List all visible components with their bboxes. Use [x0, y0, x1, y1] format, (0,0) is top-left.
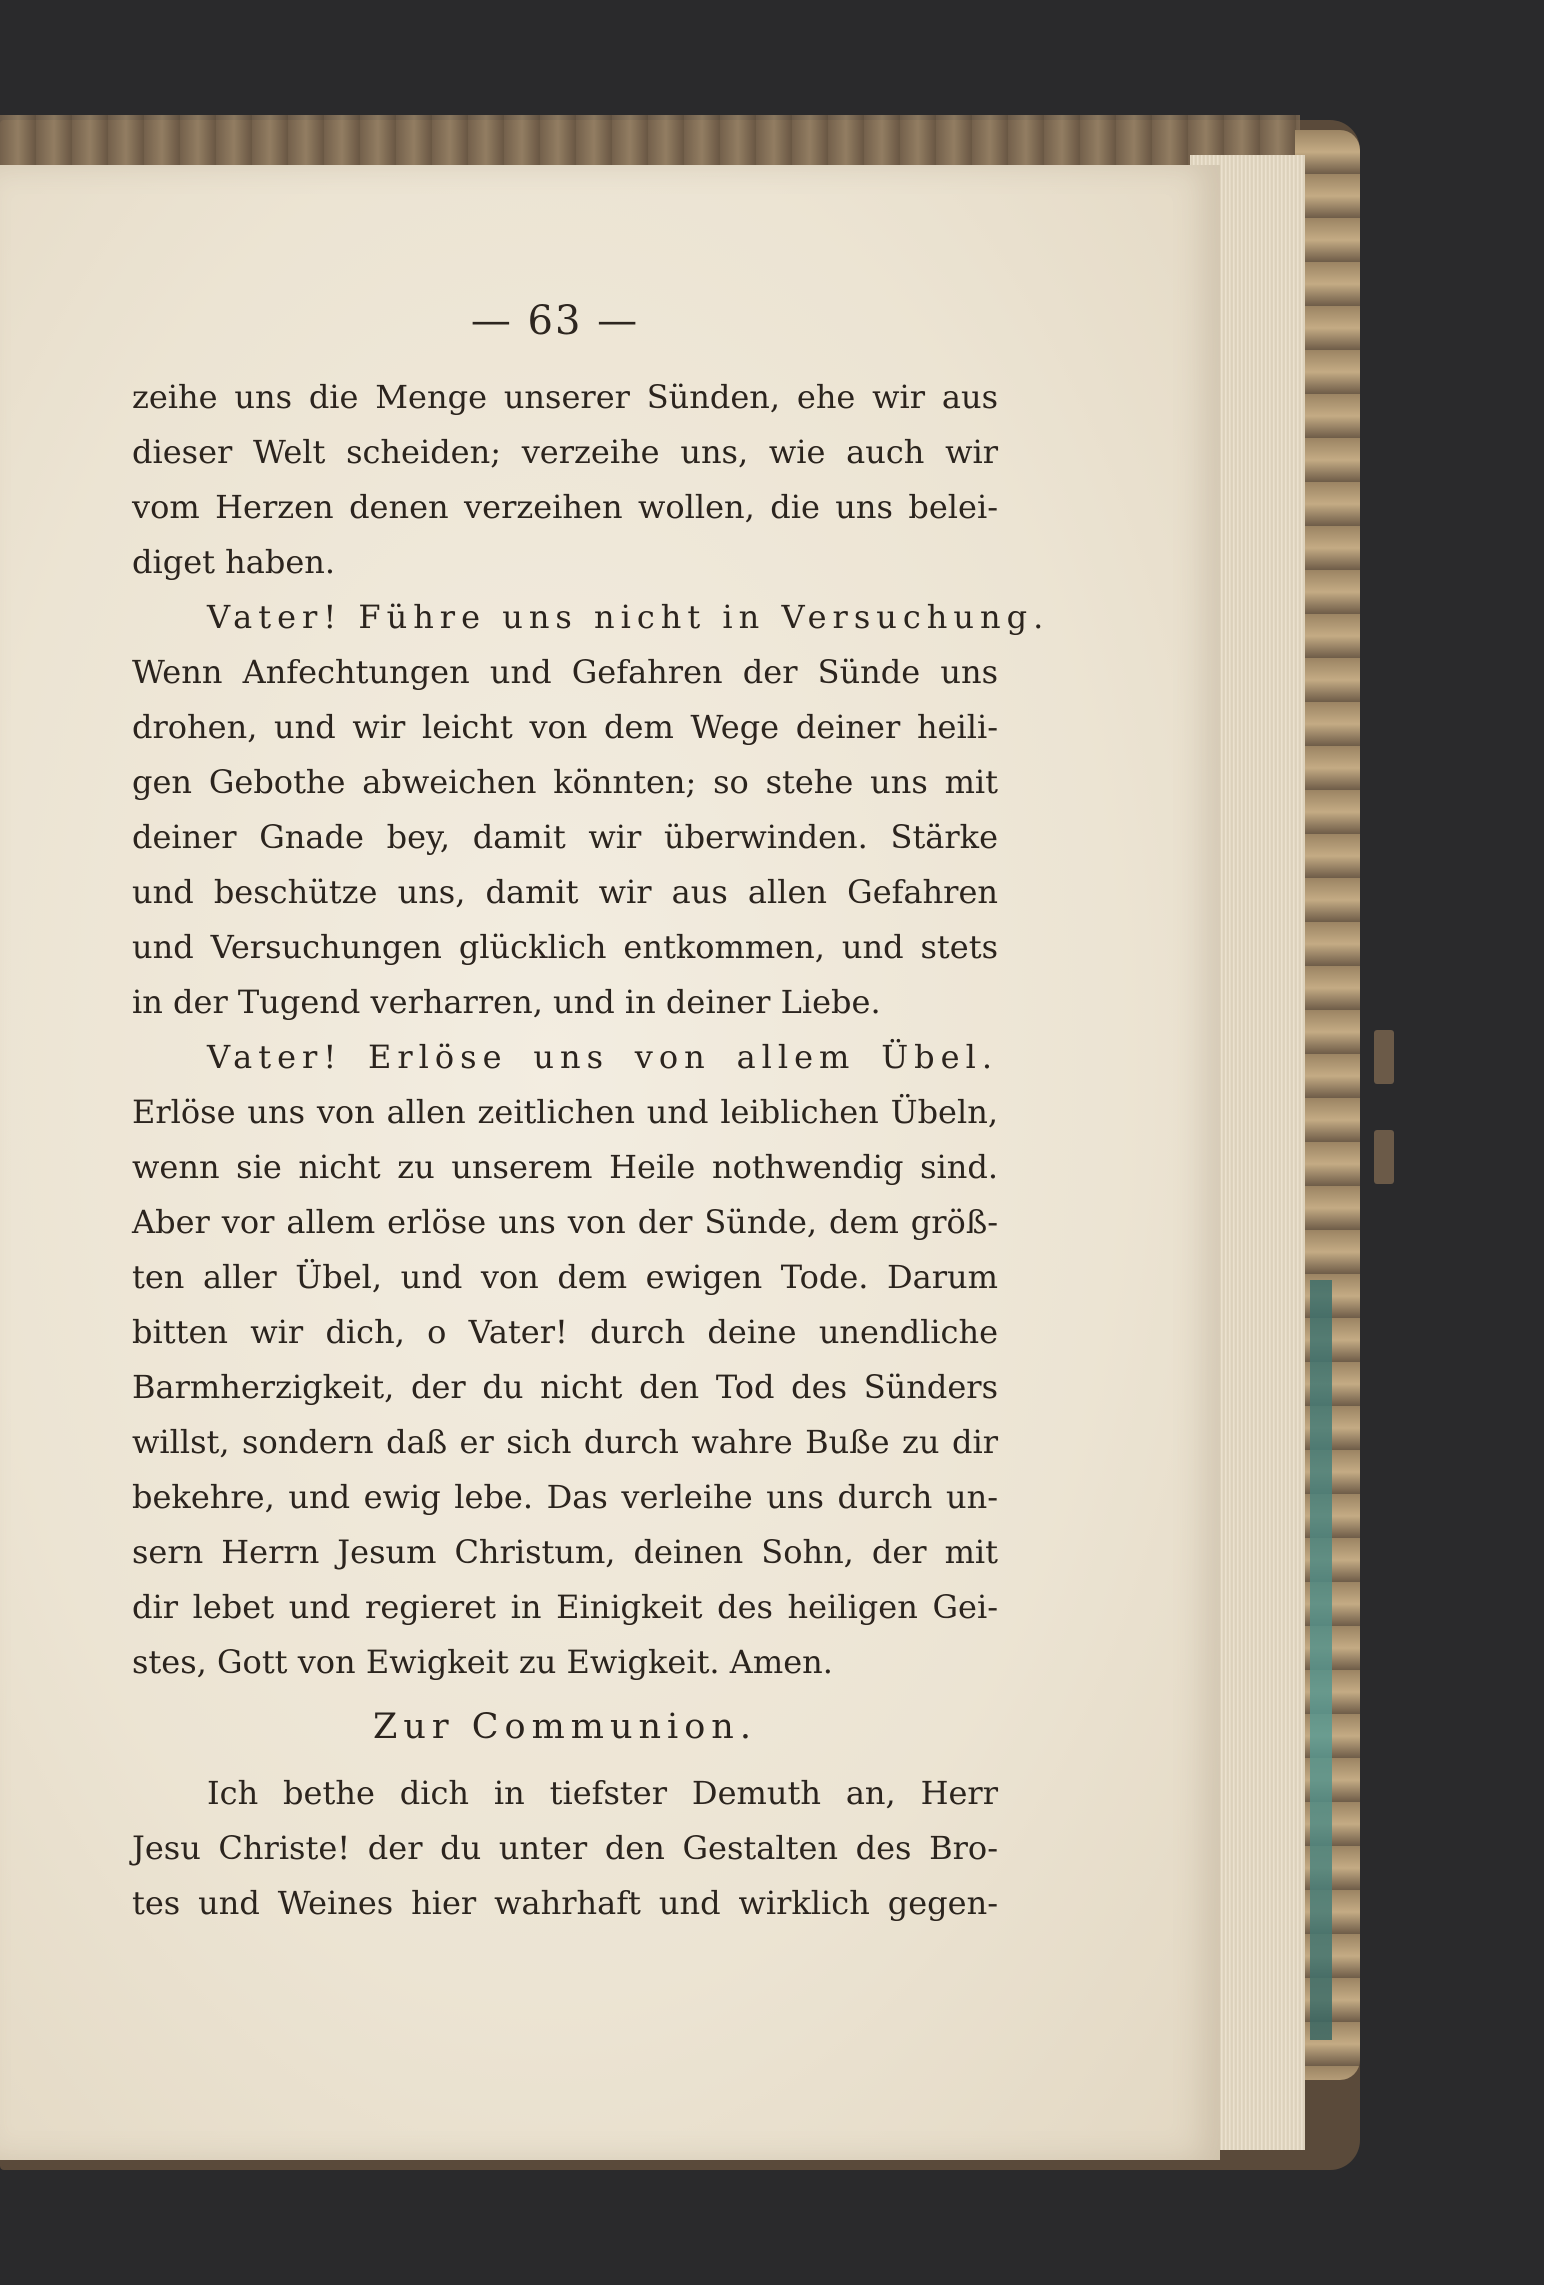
text-line: ten aller Übel, und von dem ewigen Tode. Darum [132, 1258, 998, 1296]
text-line: diget haben. [132, 543, 336, 581]
text-line: willst, sondern daß er sich durch wahre Buße zu dir [132, 1423, 998, 1461]
body-text [132, 370, 1050, 1931]
text-line: sern Herrn Jesum Christum, deinen Sohn, der mit [132, 1533, 998, 1571]
text-line: bitten wir dich, o Vater! durch deine unendliche [132, 1313, 998, 1351]
text-line: Vater! Führe uns nicht in Versuchung. [207, 598, 1050, 636]
text-line: Wenn Anfechtungen und Gefahren der Sünde uns [132, 653, 998, 691]
page-number: — 63 — [470, 298, 640, 344]
text-line: deiner Gnade bey, damit wir überwinden. Stärke [132, 818, 998, 856]
text-line: drohen, und wir leicht von dem Wege deiner heili- [132, 708, 998, 746]
clasp-upper [1374, 1030, 1394, 1084]
text-line: Vater! Erlöse uns von allem Übel. [207, 1038, 998, 1076]
text-line: und Versuchungen glücklich entkommen, und stets [132, 928, 998, 966]
clasp-lower [1374, 1130, 1394, 1184]
text-line: und beschütze uns, damit wir aus allen Gefahren [132, 873, 998, 911]
text-line: dir lebet und regieret in Einigkeit des heiligen Gei- [132, 1588, 998, 1626]
text-line: in der Tugend verharren, und in deiner Liebe. [132, 983, 881, 1021]
text-line: wenn sie nicht zu unserem Heile nothwendig sind. [132, 1148, 998, 1186]
text-line: Erlöse uns von allen zeitlichen und leiblichen Übeln, [132, 1093, 998, 1131]
text-line: Ich bethe dich in tiefster Demuth an, Herr [207, 1774, 998, 1812]
text-line: stes, Gott von Ewigkeit zu Ewigkeit. Amen. [132, 1643, 833, 1681]
text-line: vom Herzen denen verzeihen wollen, die uns belei- [132, 488, 998, 526]
text-line: Aber vor allem erlöse uns von der Sünde, dem größ- [132, 1203, 998, 1241]
text-line: gen Gebothe abweichen könnten; so stehe uns mit [132, 763, 998, 801]
text-line: bekehre, und ewig lebe. Das verleihe uns durch un- [132, 1478, 998, 1516]
text-line: Jesu Christe! der du unter den Gestalten des Bro- [132, 1829, 998, 1867]
cover-teal-strip [1310, 1280, 1332, 2040]
text-line: dieser Welt scheiden; verzeihe uns, wie auch wir [132, 433, 998, 471]
text-line: zeihe uns die Menge unserer Sünden, ehe wir aus [132, 378, 998, 416]
section-heading: Zur Communion. [373, 1707, 757, 1747]
text-line: tes und Weines hier wahrhaft und wirklich gegen- [132, 1884, 998, 1922]
text-line: Barmherzigkeit, der du nicht den Tod des Sünders [132, 1368, 998, 1406]
